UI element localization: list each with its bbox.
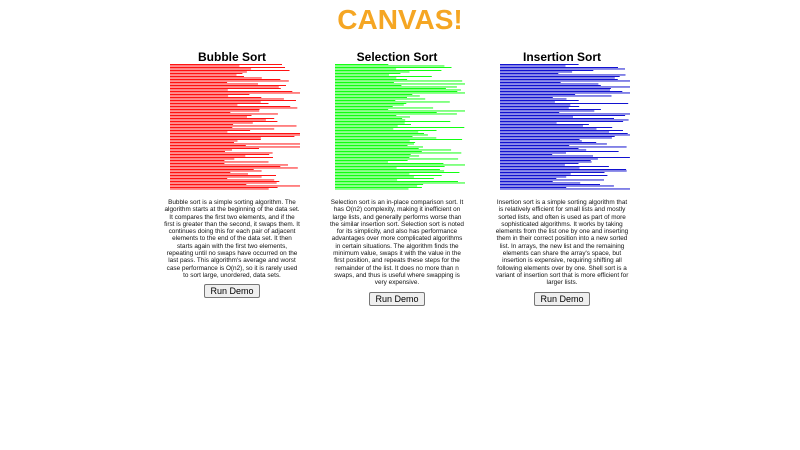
insertion-sort-panel (492, 50, 632, 307)
sort-bar (170, 64, 282, 65)
sort-bar (170, 165, 288, 166)
insertion-sort-description: Insertion sort is a simple sorting algorithm that is relatively efficient for small lists and mostly sorted lists, and often is used as part of more sophisticated algorithms. It works by taking elements from the list one by one and inserting them in their correct position into a new sorted list. In arrays, the new list and the remaining elements can share the array's space, but insertion is expensive, requiring shifting all following elements over by one. Shell sort is a variant of insertion sort that is more efficient for larger lists. (495, 199, 629, 287)
sort-bar (335, 108, 433, 109)
sort-bar (170, 130, 250, 131)
sort-bar (170, 79, 280, 80)
sort-bar (335, 187, 422, 188)
sort-bar (335, 141, 410, 142)
sort-bar (500, 183, 580, 184)
sort-bar (335, 153, 461, 154)
sort-bar (335, 112, 437, 113)
sort-bar (500, 108, 569, 109)
sort-bar (500, 151, 619, 152)
sort-bar (500, 66, 566, 67)
sort-bar (170, 72, 247, 73)
sort-bar (500, 123, 557, 124)
sort-bar (170, 75, 237, 76)
sort-bar (170, 114, 278, 115)
sort-bar (170, 84, 258, 85)
sort-bar (500, 163, 579, 164)
sort-bar (170, 154, 269, 155)
sort-bar (170, 88, 281, 89)
sort-bar (500, 178, 556, 179)
sort-bar (170, 109, 260, 110)
sort-bar (500, 96, 612, 97)
sort-bar (335, 133, 424, 134)
sort-bar (500, 97, 553, 98)
sort-bar (500, 90, 610, 91)
selection-sort-description: Selection sort is an in-place comparison sort. It has O(n2) complexity, making it inefficient on large lists, and generally performs worse than the similar insertion sort. Selection sort is noted for its simplicity, and also has performance advantages over more complicated algorithms in certain situations. The algorithm finds the minimum value, swaps it with the value in the first position, and repeats these steps for the remainder of the list. It does no more than n swaps, and thus is useful where swapping is very expensive. (330, 199, 464, 287)
sort-bar (500, 118, 614, 119)
sort-bar (500, 172, 605, 173)
sort-bar (170, 169, 254, 170)
sort-bar (335, 174, 409, 175)
sort-bar (170, 184, 246, 185)
sort-bar (170, 127, 232, 128)
sort-bar (335, 136, 413, 137)
sort-bar (500, 181, 553, 182)
sort-bar (500, 79, 618, 80)
sort-bar (170, 106, 290, 107)
sort-bar (500, 102, 555, 103)
sort-bar (335, 172, 459, 173)
sort-bar (170, 148, 259, 149)
sort-bar (500, 99, 567, 100)
sort-bar (500, 154, 552, 155)
sort-bar (170, 99, 284, 100)
sort-bar (335, 120, 405, 121)
sort-bar (170, 96, 228, 97)
sort-bar (500, 150, 586, 151)
sort-bar (500, 82, 561, 83)
sort-bar (335, 168, 397, 169)
sort-bar (170, 174, 248, 175)
sort-bar (500, 120, 629, 121)
sort-bar (335, 118, 402, 119)
bubble-sort-canvas (162, 64, 302, 190)
sort-bar (500, 136, 615, 137)
sort-bar (500, 103, 628, 104)
sort-bar (335, 183, 465, 184)
sort-bar (170, 151, 225, 152)
sort-bar (500, 117, 573, 118)
sort-bar (335, 138, 436, 139)
page-title: CANVAS! (337, 4, 463, 35)
sort-bar (500, 100, 579, 101)
sort-bar (500, 147, 627, 148)
sort-bar (500, 153, 566, 154)
sort-bar (170, 87, 279, 88)
sort-bar (170, 144, 300, 145)
sort-bar (335, 78, 396, 79)
sort-bar (170, 120, 266, 121)
sort-bar (335, 105, 404, 106)
sort-bar (335, 109, 388, 110)
sort-bar (170, 123, 253, 124)
sort-bar (500, 111, 594, 112)
sort-bar (335, 123, 405, 124)
sort-bar (170, 172, 230, 173)
sort-bar (335, 186, 417, 187)
sort-bar (170, 81, 289, 82)
sort-bar (500, 144, 607, 145)
sort-bar (170, 159, 234, 160)
sort-bar (500, 76, 620, 77)
sort-bar (500, 168, 580, 169)
sort-bar (500, 171, 627, 172)
sort-bar (170, 171, 262, 172)
sort-bar (500, 88, 611, 89)
sort-bar (500, 165, 565, 166)
sort-bar (500, 81, 630, 82)
sort-bar (500, 121, 623, 122)
sort-bar (335, 162, 388, 163)
sort-bar (500, 187, 566, 188)
sort-bar (170, 67, 285, 68)
sort-bar (500, 94, 575, 95)
sort-bar (170, 136, 294, 137)
sort-bar (500, 180, 604, 181)
insertion-sort-canvas (492, 64, 632, 190)
sort-bar (170, 139, 261, 140)
sort-bar (500, 72, 572, 73)
sort-bar (335, 124, 411, 125)
sort-bar (335, 175, 442, 176)
sort-bar (335, 130, 437, 131)
sort-bar (500, 145, 569, 146)
sort-bar (500, 127, 612, 128)
sort-bar (170, 117, 247, 118)
sort-bar (170, 93, 300, 94)
sort-bar (500, 73, 558, 74)
sort-bar (500, 75, 626, 76)
sort-bar (170, 138, 261, 139)
sort-bar (335, 135, 428, 136)
sort-bar (335, 178, 434, 179)
sort-bar (170, 157, 273, 158)
sort-bar (500, 124, 589, 125)
sort-bar (335, 157, 409, 158)
sort-bar (170, 102, 261, 103)
sort-bar (170, 111, 259, 112)
sort-bar (335, 148, 419, 149)
sort-bar (500, 189, 630, 190)
sort-bar (170, 103, 269, 104)
sort-bar (500, 159, 598, 160)
sort-bar (170, 108, 297, 109)
sort-bar (170, 100, 296, 101)
sort-bar (335, 145, 408, 146)
sort-bar (335, 171, 444, 172)
sort-bar (335, 139, 462, 140)
sort-bar (500, 184, 600, 185)
sort-bar (500, 84, 598, 85)
sort-bar (500, 133, 628, 134)
bubble-sort-panel (162, 50, 302, 299)
sort-bar (170, 162, 269, 163)
sort-bar (335, 81, 462, 82)
sort-bar (170, 94, 249, 95)
sort-bar (335, 94, 412, 95)
sort-bar (335, 117, 410, 118)
sort-bar (500, 157, 630, 158)
sort-bar (335, 102, 450, 103)
sort-bar (170, 135, 300, 136)
bubble-sort-title: Bubble Sort (198, 50, 266, 64)
sort-bar (335, 97, 407, 98)
sort-bar (170, 91, 292, 92)
sort-bar (335, 103, 406, 104)
sort-bar (335, 129, 393, 130)
sort-bar (170, 163, 224, 164)
sort-bar (335, 151, 422, 152)
sort-bar (170, 183, 277, 184)
sort-bar (170, 85, 286, 86)
sort-bar (500, 132, 609, 133)
sort-bar (170, 124, 233, 125)
sort-bar (500, 67, 618, 68)
sort-bar (335, 165, 465, 166)
sort-bar (335, 150, 451, 151)
sort-bar (335, 177, 414, 178)
sort-bar (335, 126, 398, 127)
sort-bar (500, 69, 625, 70)
sort-bar (170, 105, 237, 106)
sort-bar (500, 126, 583, 127)
sort-bar (170, 168, 298, 169)
sort-bar (335, 156, 419, 157)
selection-sort-panel (327, 50, 467, 307)
sort-bar (335, 166, 445, 167)
sort-bar (335, 72, 410, 73)
sort-bar (170, 133, 300, 134)
sort-bar (335, 100, 395, 101)
sort-bar (500, 93, 630, 94)
sort-bar (170, 115, 252, 116)
sort-bar (335, 163, 443, 164)
sort-bar (335, 121, 450, 122)
sort-bar (170, 78, 262, 79)
sort-bar (335, 142, 415, 143)
sort-bar (500, 166, 609, 167)
sort-bar (335, 159, 458, 160)
sort-bar (170, 145, 246, 146)
sort-bar (170, 141, 238, 142)
sort-bar (335, 93, 465, 94)
sort-bar (500, 87, 630, 88)
sort-bar (500, 85, 601, 86)
sort-bar (335, 96, 420, 97)
sort-bar (500, 115, 625, 116)
sort-bar (335, 106, 393, 107)
sort-bar (335, 132, 418, 133)
sort-bar (170, 126, 297, 127)
sort-bar (335, 154, 411, 155)
sort-bar (500, 169, 626, 170)
sort-bar (500, 160, 591, 161)
sort-bar (335, 88, 446, 89)
sort-bar (335, 87, 457, 88)
sort-bar (170, 97, 261, 98)
sort-bar (170, 178, 227, 179)
sort-bar (335, 160, 408, 161)
sort-bar (500, 130, 623, 131)
sort-bar (335, 99, 425, 100)
sort-bar (335, 144, 414, 145)
bubble-sort-run-demo-button[interactable]: Run Demo (204, 284, 259, 298)
selection-sort-run-demo-button[interactable]: Run Demo (369, 292, 424, 306)
sort-bar (170, 166, 280, 167)
sort-bar (170, 66, 239, 67)
sort-bar (500, 106, 579, 107)
sort-bar (170, 177, 262, 178)
sort-bar (500, 156, 593, 157)
sort-bar (170, 129, 274, 130)
sort-bar (335, 73, 400, 74)
sort-bar (500, 175, 607, 176)
sort-bar (335, 115, 396, 116)
sort-bar (170, 76, 244, 77)
sort-bar (170, 118, 274, 119)
sort-bar (170, 160, 224, 161)
sort-bar (170, 90, 228, 91)
sort-bar (500, 139, 580, 140)
sort-bar (335, 127, 464, 128)
sort-bar (335, 91, 457, 92)
sort-bar (500, 109, 601, 110)
sort-bar (335, 79, 407, 80)
sort-bar (335, 66, 444, 67)
sort-bar (170, 70, 290, 71)
sort-bar (170, 121, 277, 122)
sort-bar (335, 90, 461, 91)
sort-bar (500, 162, 592, 163)
sort-bar (170, 73, 242, 74)
sort-bar (335, 84, 465, 85)
sort-bar (500, 78, 615, 79)
sort-bar (170, 69, 251, 70)
sort-bar (170, 82, 227, 83)
sort-bar (500, 70, 593, 71)
sort-bar (170, 132, 227, 133)
selection-sort-title: Selection Sort (356, 50, 438, 64)
sort-bar (335, 111, 465, 112)
insertion-sort-run-demo-button[interactable]: Run Demo (534, 292, 589, 306)
sort-bar (335, 67, 452, 68)
sort-bar (335, 184, 423, 185)
sort-bar (500, 186, 614, 187)
sort-bar (170, 186, 300, 187)
sort-bar (170, 187, 278, 188)
sort-bar (500, 138, 612, 139)
sort-bar (170, 156, 245, 157)
sort-bar (500, 91, 622, 92)
sort-bar (500, 142, 596, 143)
sort-bar (335, 180, 397, 181)
bubble-sort-description: Bubble sort is a simple sorting algorithm. The algorithm starts at the beginning of the data set. It compares the first two elements, and if the first is greater than the second, it swaps them. It continues doing this for each pair of adjacent elements to the end of the data set. It then starts again with the first two elements, repeating until no swaps have occurred on the last pass. This algorithm's average and worst case performance is O(n2), so it is rarely used to sort large, unordered, data sets. (164, 199, 300, 279)
sort-bar (335, 76, 432, 77)
sort-bar (500, 64, 579, 65)
sort-bar (335, 189, 409, 190)
sort-bar (500, 135, 630, 136)
sort-bar (500, 114, 630, 115)
sort-bar (335, 181, 458, 182)
sort-bar (170, 189, 269, 190)
sort-bar (500, 177, 566, 178)
sort-bar (170, 112, 230, 113)
sort-bar (170, 147, 300, 148)
sort-bar (170, 180, 274, 181)
selection-sort-canvas (327, 64, 467, 190)
sort-bar (335, 75, 389, 76)
sort-bar (500, 112, 559, 113)
sort-bar (335, 85, 401, 86)
sort-bar (170, 150, 232, 151)
sort-bar (500, 105, 570, 106)
sort-bar (335, 169, 440, 170)
sort-bar (500, 174, 571, 175)
sort-bar (500, 148, 579, 149)
sort-bar (500, 129, 597, 130)
sort-bar (335, 147, 423, 148)
sort-bar (170, 175, 276, 176)
sort-bar (335, 82, 394, 83)
sort-bar (170, 181, 279, 182)
sort-bar (335, 70, 441, 71)
sort-bar (335, 69, 396, 70)
sort-bar (335, 64, 388, 65)
sort-bar (335, 114, 457, 115)
sort-bar (170, 153, 273, 154)
insertion-sort-title: Insertion Sort (522, 50, 601, 64)
sort-bar (170, 142, 234, 143)
sort-bar (500, 141, 582, 142)
